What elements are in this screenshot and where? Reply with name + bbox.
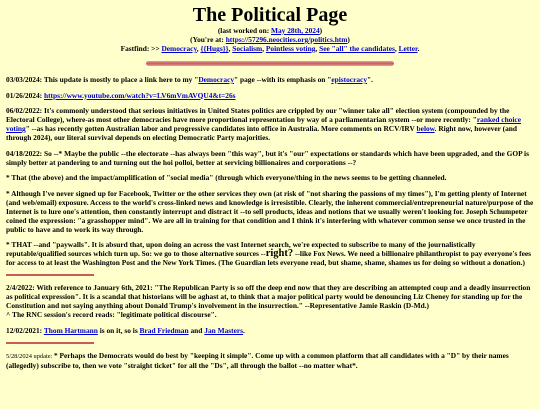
post-text: --like Fox News. We need a billionaire philanthropist to pay everyone's fees for access to at least the Washington Post and the New York Times. (The Guardian lets everyone read, but shame, shame, shames us for doing so without a donation.) <box>6 249 532 267</box>
section-divider <box>6 274 94 276</box>
fastfind-label: Fastfind: >> <box>120 44 162 53</box>
fastfind-link-pointless-voting[interactable]: Pointless voting <box>265 44 316 53</box>
below-link[interactable]: below <box>416 124 435 133</box>
location-prefix: (You're at: <box>190 35 226 44</box>
location-url-link[interactable]: https://57296.neocities.org/politics.htm <box>225 35 348 44</box>
thom-hartmann-link[interactable]: Thom Hartmann <box>43 325 98 335</box>
epistocracy-link[interactable]: epistocracy <box>331 75 368 84</box>
post-text: ". <box>367 75 373 84</box>
post-2022-04-18: 04/18/2022: So --* Maybe the public --the electorate --has always been "this way", but it's "our" expectations or standards which have been upgraded, and the GOP is simply better at pandering to and turning out the hoi polloi, better at servicing billionaires and corporations --? <box>6 148 529 167</box>
post-text: * Perhaps the Democrats would do best by "keeping it simple". Come up with a common platform that all candidates with a "D" by their names (allegedly) subscribe to, then we vote "straight ticket" for all the "Ds", all through the ballot --no matter what*. <box>6 350 509 370</box>
page-title: The Political Page <box>192 4 348 26</box>
youtube-link[interactable]: https://www.youtube.com/watch?v=LV6mVmAVQU4&t=26s <box>43 90 236 100</box>
post-text: " --as has recently gotten Australian labor and progressive candidates into office in Australia. More comments on RCV/IRV <box>25 124 417 133</box>
post-text: . <box>243 325 245 335</box>
post-text: . Right now, however (and through 2024), our literal survival depends on electing Democratic Party majorities. <box>6 124 518 142</box>
post-2021-12-02 <box>6 326 534 335</box>
last-worked-date-link[interactable]: May 28th, 2024 <box>271 26 320 35</box>
post-text: and <box>188 325 205 335</box>
emphasis-right: right? <box>265 248 294 259</box>
democracy-link[interactable]: Democracy <box>198 75 235 84</box>
fastfind-link-democracy[interactable]: Democracy <box>161 44 197 53</box>
post-social-media: * That (the above) and the impact/amplification of "social media" (through which everyone/thing in the news seems to be getting channeled. <box>6 173 447 182</box>
fastfind-link-candidates[interactable]: See "all" the candidates <box>319 44 395 53</box>
header-divider <box>146 61 394 66</box>
post-text: 12/02/2021: <box>6 325 44 335</box>
fastfind-link-letter[interactable]: Letter <box>398 44 418 53</box>
last-worked-suffix: ) <box>319 26 323 35</box>
fastfind-line: Fastfind: >> Democracy, {{Hugs}}, Socialism, Pointless voting, See "all" the candidates, Letter. <box>120 44 420 53</box>
update-label: 5/28/2024 update: <box>6 352 54 360</box>
post-text: 01/26/2024: <box>6 90 44 100</box>
post-2022-06-02 <box>6 106 534 142</box>
post-2024-03-03 <box>6 75 534 84</box>
post-text: is on it, so is <box>97 325 140 335</box>
post-text: 2/4/2022: With reference to January 6th, 2021: "The Republican Party is so off the deep end now that they are describing an attempted coup and a deadly insurrection as political expression". It is a scandal that historians will be aghast at, to think that a major political party would be denouncing Liz Cheney for standing up for the Constitution and not saying anything about Donald Trump's involvement in the insurrection." --Representative Jamie Raskin (D-Md.) <box>6 283 531 310</box>
post-2024-01-26 <box>6 91 534 100</box>
page-header <box>6 4 534 53</box>
fastfind-link-hugs[interactable]: {{Hugs}} <box>200 44 229 53</box>
last-worked-prefix: (last worked on: <box>217 26 272 35</box>
post-text: ^ The RNC session's record reads: "legitimate political discourse". <box>6 310 217 319</box>
ranked-choice-voting-link[interactable]: ranked choice voting <box>6 115 521 133</box>
section-divider <box>6 342 94 344</box>
page <box>0 4 540 370</box>
location-suffix: ) <box>347 35 350 44</box>
post-2024-05-28-update <box>6 351 534 370</box>
post-text: 06/02/2022: It's commonly understood that serious initiatives in United States politics are crippled by our "winner take all" election system (compounded by the Electoral College), where-as most other democracies have more proportional representation by way of a parliamentarian system --or more recently: " <box>6 106 510 124</box>
post-text: * THAT --and "paywalls". It is absurd that, upon doing an across the vast Internet search, we're expected to subscribe to many of the journalistically reputable/qualified sources which turn up. So: we go to those alternative sources -- <box>6 240 476 258</box>
fastfind-link-socialism[interactable]: Socialism <box>232 44 263 53</box>
jan-masters-link[interactable]: Jan Masters <box>204 325 244 335</box>
post-text: 03/03/2024: This update is mostly to place a link here to my " <box>6 75 199 84</box>
post-paywalls <box>6 240 534 267</box>
last-worked-line <box>6 26 534 35</box>
brad-friedman-link[interactable]: Brad Friedman <box>139 325 189 335</box>
post-2022-02-04 <box>6 283 534 319</box>
post-text: " page --with its emphasis on " <box>234 75 332 84</box>
location-line <box>6 35 534 44</box>
post-internet-exposure: * Although I've never signed up for Facebook, Twitter or the other services they own (at risk of "not sharing the passions of my times"), I'm getting plenty of Internet (and web/email) exposure. Access to the world's cross-linked news and knowledge is irresistible. Clearly, the inherent commercial/entrepreneurial nature/purpose of the Internet is to lure one's attention, then constantly interrupt and distract it --to sell products, ideas and notions that we usually weren't looking for. Joseph Schumpeter coined the expression: "a grasshopper mind". We are all in training for that condition and I think it's interfering with whatever common sense we once trusted in the public to have and to work its way through. <box>6 188 534 234</box>
